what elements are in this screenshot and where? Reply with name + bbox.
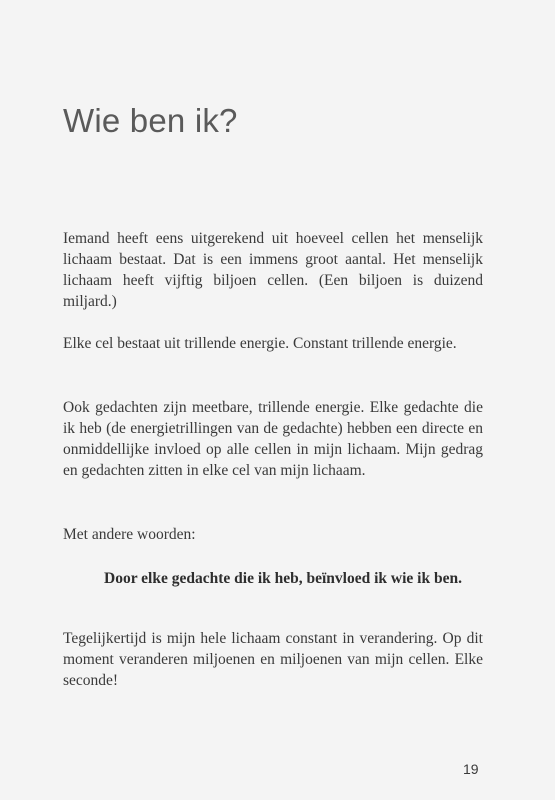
page-title: Wie ben ik? bbox=[63, 102, 238, 139]
paragraph-closing: Tegelijkertijd is mijn hele lichaam constant in verandering. Op dit moment veranderen miljoenen en miljoenen van mijn cellen. Elke seconde! bbox=[63, 630, 483, 689]
paragraph-cells-count: Iemand heeft eens uitgerekend uit hoeveel cellen het menselijk lichaam bestaat. Dat is een immens groot aantal. Het menselijk lichaam heeft vijftig biljoen cellen. (Een biljoen is duizend miljard.) bbox=[63, 230, 483, 310]
paragraph-vibrating-energy: Elke cel bestaat uit trillende energie. Constant trillende energie. bbox=[63, 335, 457, 352]
highlighted-quote: Door elke gedachte die ik heb, beïnvloed ik wie ik ben. bbox=[104, 570, 462, 587]
page-number: 19 bbox=[463, 761, 479, 777]
paragraph-thoughts-energy: Ook gedachten zijn meetbare, trillende energie. Elke gedachte die ik heb (de energietrillingen van de gedachte) hebben een directe en onmiddellijke invloed op alle cellen in mijn lichaam. Mijn gedrag en gedachten zitten in elke cel van mijn lichaam. bbox=[63, 399, 483, 479]
paragraph-in-other-words: Met andere woorden: bbox=[63, 526, 196, 543]
